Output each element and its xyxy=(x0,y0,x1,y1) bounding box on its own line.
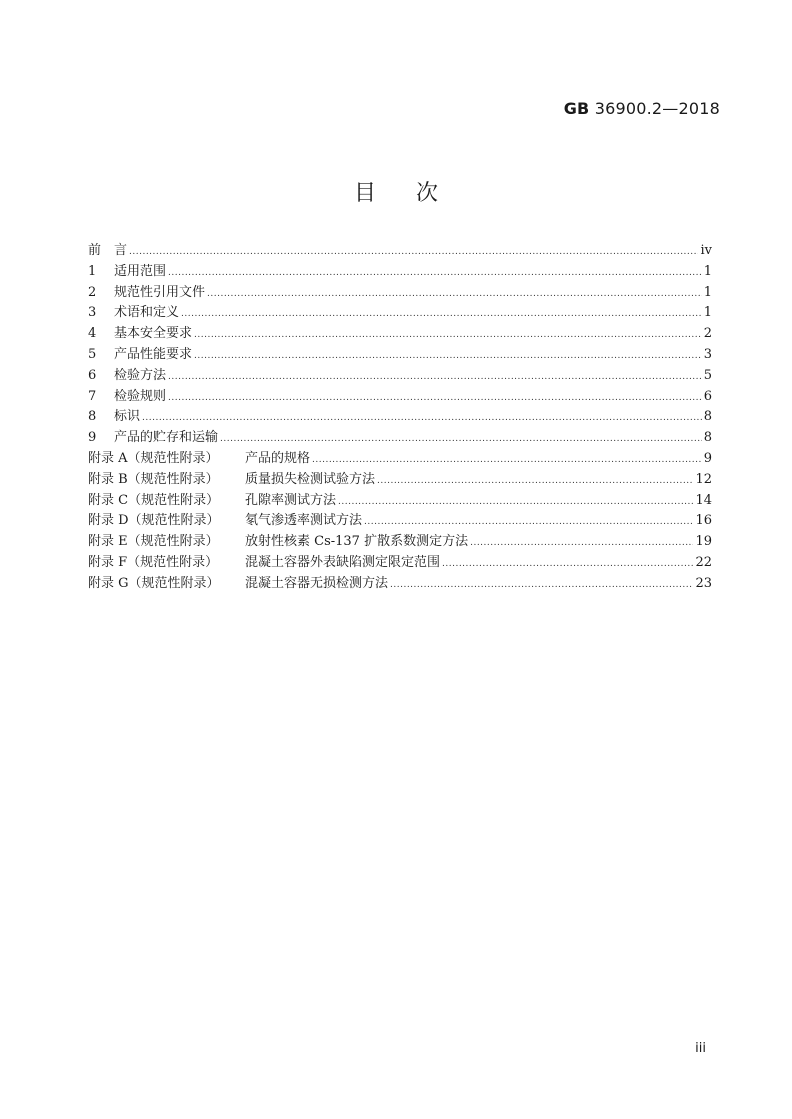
toc-entry-page: 1 xyxy=(703,305,712,321)
dot-leader xyxy=(181,304,702,325)
dot-leader xyxy=(207,284,702,305)
standard-number xyxy=(564,99,720,118)
toc-entry-title: 术语和定义 xyxy=(114,305,180,321)
toc-entry-page: 5 xyxy=(703,367,712,383)
toc-entry-title: 放射性核素 Cs-137 扩散系数测定方法 xyxy=(245,534,469,550)
toc-appendix-label: 附录 C（规范性附录） xyxy=(88,492,220,508)
toc-entry-number: 8 xyxy=(88,409,97,425)
toc-entry-page: 23 xyxy=(695,575,712,591)
toc-entry-appendix-e[interactable] xyxy=(88,532,712,553)
toc-appendix-label: 附录 E（规范性附录） xyxy=(88,534,219,550)
standard-code: 36900.2—2018 xyxy=(589,99,720,118)
page-number: iii xyxy=(695,1041,706,1056)
toc-entry-page: 8 xyxy=(703,430,712,446)
toc-entry-chapter-8[interactable] xyxy=(88,407,712,428)
toc-entry-title: 混凝土容器外表缺陷测定限定范围 xyxy=(245,554,441,570)
toc-entry-page: 1 xyxy=(703,263,712,279)
toc-entry-appendix-c[interactable] xyxy=(88,491,712,512)
dot-leader xyxy=(442,554,693,575)
toc-entry-number: 6 xyxy=(88,367,97,383)
toc-title: 目次 xyxy=(353,181,478,206)
toc-entry-page: 8 xyxy=(703,409,712,425)
dot-leader xyxy=(168,388,702,409)
dot-leader xyxy=(168,367,702,388)
dot-leader xyxy=(390,575,693,596)
toc-entry-foreword[interactable] xyxy=(88,241,712,262)
toc-entry-title: 产品性能要求 xyxy=(114,346,193,362)
toc-entry-title: 混凝土容器无损检测方法 xyxy=(245,575,389,591)
toc-entry-title: 前 言 xyxy=(88,243,128,258)
toc-appendix-label: 附录 A（规范性附录） xyxy=(88,450,219,466)
dot-leader xyxy=(168,263,702,284)
toc-entry-title: 产品的规格 xyxy=(245,450,311,466)
toc-entry-title: 基本安全要求 xyxy=(114,326,193,342)
toc-entry-appendix-g[interactable] xyxy=(88,574,712,595)
dot-leader xyxy=(470,533,693,554)
toc-entry-chapter-5[interactable] xyxy=(88,345,712,366)
toc-entry-page: 22 xyxy=(695,554,712,570)
toc-entry-page: 1 xyxy=(703,284,712,300)
toc-entry-page: 14 xyxy=(695,492,712,508)
dot-leader xyxy=(142,408,702,429)
toc-entry-appendix-a[interactable] xyxy=(88,449,712,470)
toc-entry-page: 12 xyxy=(695,471,712,487)
toc-appendix-label: 附录 B（规范性附录） xyxy=(88,471,219,487)
toc-entry-chapter-4[interactable] xyxy=(88,324,712,345)
dot-leader xyxy=(194,325,702,346)
toc-entry-title: 检验方法 xyxy=(114,367,167,383)
toc-entry-number: 1 xyxy=(88,263,97,279)
toc-entry-page: 3 xyxy=(703,346,712,362)
toc-entry-number: 2 xyxy=(88,284,97,300)
toc-entry-chapter-7[interactable] xyxy=(88,387,712,408)
toc-entry-number: 9 xyxy=(88,430,97,446)
toc-entry-title: 孔隙率测试方法 xyxy=(245,492,337,508)
toc-entry-page: 2 xyxy=(703,326,712,342)
toc-appendix-label: 附录 G（规范性附录） xyxy=(88,575,220,591)
toc-entry-title: 检验规则 xyxy=(114,388,167,404)
dot-leader xyxy=(377,471,693,492)
toc-entry-title: 氡气渗透率测试方法 xyxy=(245,513,363,529)
toc-entry-title: 产品的贮存和运输 xyxy=(114,430,219,446)
toc-entry-chapter-6[interactable] xyxy=(88,366,712,387)
table-of-contents xyxy=(88,241,712,595)
toc-entry-page: 6 xyxy=(703,388,712,404)
toc-entry-appendix-b[interactable] xyxy=(88,470,712,491)
toc-entry-page: 9 xyxy=(703,450,712,466)
toc-entry-title: 质量损失检测试验方法 xyxy=(245,471,376,487)
dot-leader xyxy=(364,512,693,533)
toc-entry-title: 规范性引用文件 xyxy=(114,284,206,300)
dot-leader xyxy=(338,492,693,513)
toc-entry-title: 标识 xyxy=(114,409,141,425)
toc-entry-chapter-2[interactable] xyxy=(88,283,712,304)
toc-entry-chapter-9[interactable] xyxy=(88,428,712,449)
dot-leader xyxy=(129,242,698,263)
standard-prefix: GB xyxy=(563,99,590,118)
toc-entry-chapter-3[interactable] xyxy=(88,303,712,324)
dot-leader xyxy=(194,346,702,367)
dot-leader xyxy=(220,429,702,450)
toc-entry-page: 19 xyxy=(695,534,712,550)
toc-entry-number: 3 xyxy=(88,305,97,321)
toc-entry-number: 4 xyxy=(88,326,97,342)
dot-leader xyxy=(312,450,702,471)
toc-appendix-label: 附录 F（规范性附录） xyxy=(88,554,219,570)
toc-entry-title: 适用范围 xyxy=(114,263,167,279)
toc-entry-appendix-f[interactable] xyxy=(88,553,712,574)
toc-entry-chapter-1[interactable] xyxy=(88,262,712,283)
toc-entry-number: 7 xyxy=(88,388,97,404)
toc-entry-page: 16 xyxy=(695,513,712,529)
toc-entry-page: iv xyxy=(700,243,712,258)
toc-entry-number: 5 xyxy=(88,346,97,362)
toc-entry-appendix-d[interactable] xyxy=(88,511,712,532)
toc-appendix-label: 附录 D（规范性附录） xyxy=(88,513,220,529)
